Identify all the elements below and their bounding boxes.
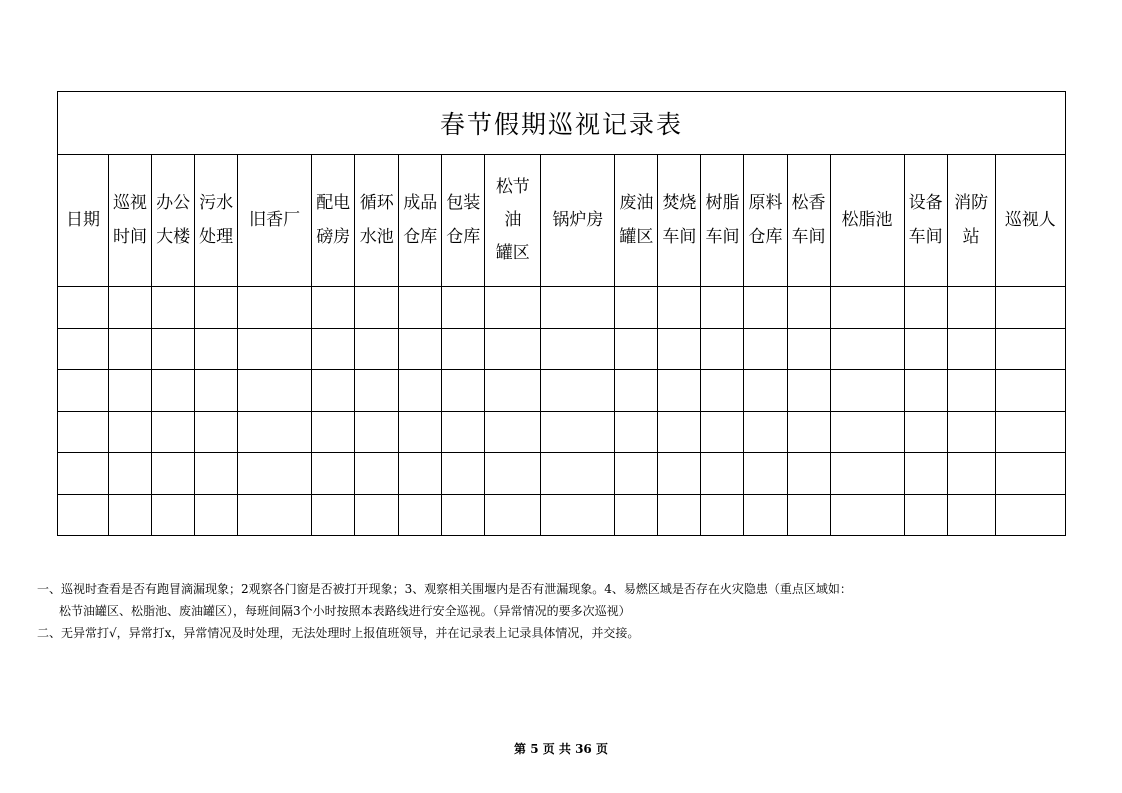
column-header: 污水 处理 — [195, 155, 238, 287]
table-cell[interactable] — [58, 453, 109, 495]
table-cell[interactable] — [312, 494, 355, 536]
table-cell[interactable] — [238, 453, 312, 495]
table-cell[interactable] — [399, 453, 442, 495]
table-cell[interactable] — [152, 328, 195, 370]
table-cell[interactable] — [541, 411, 615, 453]
table-cell[interactable] — [658, 494, 701, 536]
table-cell[interactable] — [904, 287, 947, 329]
table-cell[interactable] — [744, 328, 787, 370]
table-cell[interactable] — [238, 494, 312, 536]
table-cell[interactable] — [238, 411, 312, 453]
table-cell[interactable] — [152, 411, 195, 453]
patrol-record-table — [57, 91, 1066, 536]
table-cell[interactable] — [904, 370, 947, 412]
table-cell[interactable] — [947, 453, 995, 495]
header-row — [58, 155, 1066, 287]
table-cell[interactable] — [58, 370, 109, 412]
table-cell[interactable] — [195, 287, 238, 329]
table-cell[interactable] — [195, 494, 238, 536]
table-cell[interactable] — [58, 287, 109, 329]
column-header: 日期 — [58, 155, 109, 287]
table-cell[interactable] — [312, 411, 355, 453]
table-cell[interactable] — [485, 328, 541, 370]
table-cell[interactable] — [904, 328, 947, 370]
column-header: 消防 站 — [947, 155, 995, 287]
column-header: 设备 车间 — [904, 155, 947, 287]
table-cell[interactable] — [109, 411, 152, 453]
table-cell[interactable] — [312, 453, 355, 495]
table-cell[interactable] — [995, 494, 1065, 536]
table-cell[interactable] — [195, 453, 238, 495]
table-cell[interactable] — [399, 328, 442, 370]
table-cell[interactable] — [541, 370, 615, 412]
table-cell[interactable] — [355, 453, 399, 495]
table-cell[interactable] — [442, 494, 485, 536]
column-header: 配电 磅房 — [312, 155, 355, 287]
table-cell[interactable] — [195, 411, 238, 453]
table-cell[interactable] — [787, 453, 830, 495]
table-cell[interactable] — [442, 370, 485, 412]
table-cell[interactable] — [152, 370, 195, 412]
table-cell[interactable] — [615, 328, 658, 370]
table-cell[interactable] — [787, 328, 830, 370]
table-cell[interactable] — [830, 494, 904, 536]
table-cell[interactable] — [615, 494, 658, 536]
table-cell[interactable] — [355, 370, 399, 412]
table-row — [58, 328, 1066, 370]
column-header: 松脂池 — [830, 155, 904, 287]
note-line-3: 二、无异常打√，异常打x，异常情况及时处理，无法处理时上报值班领导，并在记录表上记录具体情况，并交接。 — [37, 626, 640, 640]
table-cell[interactable] — [658, 328, 701, 370]
table-cell[interactable] — [787, 370, 830, 412]
note-line-2: 松节油罐区、松脂池、废油罐区），每班间隔3个小时按照本表路线进行安全巡视。（异常情况的要多次巡视） — [59, 604, 631, 618]
table-cell[interactable] — [947, 411, 995, 453]
table-cell[interactable] — [904, 411, 947, 453]
table-cell[interactable] — [830, 328, 904, 370]
table-cell[interactable] — [109, 370, 152, 412]
column-header: 巡视人 — [995, 155, 1065, 287]
table-cell[interactable] — [312, 370, 355, 412]
note-line-1: 一、巡视时查看是否有跑冒滴漏现象；2观察各门窗是否被打开现象；3、观察相关围堰内是否有泄漏现象。4、易燃区域是否存在火灾隐患（重点区域如： — [37, 582, 852, 596]
table-cell[interactable] — [58, 328, 109, 370]
table-cell[interactable] — [399, 411, 442, 453]
column-header: 锅炉房 — [541, 155, 615, 287]
table-cell[interactable] — [109, 453, 152, 495]
table-cell[interactable] — [485, 494, 541, 536]
table-cell[interactable] — [58, 411, 109, 453]
table-cell[interactable] — [658, 370, 701, 412]
page-number: 第 5 页 共 36 页 — [514, 742, 608, 756]
table-cell[interactable] — [238, 370, 312, 412]
table-cell[interactable] — [615, 287, 658, 329]
table-row — [58, 411, 1066, 453]
table-cell[interactable] — [152, 287, 195, 329]
table-cell[interactable] — [485, 411, 541, 453]
table-cell[interactable] — [701, 411, 744, 453]
table-cell[interactable] — [830, 411, 904, 453]
table-cell[interactable] — [947, 287, 995, 329]
table-cell[interactable] — [442, 328, 485, 370]
table-cell[interactable] — [658, 287, 701, 329]
table-cell[interactable] — [399, 494, 442, 536]
table-cell[interactable] — [195, 328, 238, 370]
table-cell[interactable] — [541, 328, 615, 370]
column-header: 松节 油 罐区 — [485, 155, 541, 287]
table-cell[interactable] — [58, 494, 109, 536]
column-header: 废油 罐区 — [615, 155, 658, 287]
table-cell[interactable] — [995, 328, 1065, 370]
column-header: 原料 仓库 — [744, 155, 787, 287]
table-cell[interactable] — [399, 370, 442, 412]
table-cell[interactable] — [312, 287, 355, 329]
notes-section — [37, 578, 1077, 644]
table-row — [58, 453, 1066, 495]
column-header: 巡视 时间 — [109, 155, 152, 287]
table-cell[interactable] — [355, 328, 399, 370]
table-cell[interactable] — [485, 453, 541, 495]
column-header: 松香 车间 — [787, 155, 830, 287]
table-cell[interactable] — [787, 287, 830, 329]
table-cell[interactable] — [830, 287, 904, 329]
table-cell[interactable] — [238, 287, 312, 329]
table-cell[interactable] — [787, 411, 830, 453]
column-header: 包装 仓库 — [442, 155, 485, 287]
table-cell[interactable] — [485, 370, 541, 412]
table-cell[interactable] — [995, 287, 1065, 329]
table-row — [58, 287, 1066, 329]
table-row — [58, 370, 1066, 412]
table-cell[interactable] — [238, 328, 312, 370]
table-cell[interactable] — [701, 328, 744, 370]
table-cell[interactable] — [701, 370, 744, 412]
table-cell[interactable] — [744, 411, 787, 453]
table-cell[interactable] — [701, 453, 744, 495]
table-cell[interactable] — [701, 287, 744, 329]
table-cell[interactable] — [995, 370, 1065, 412]
table-cell[interactable] — [109, 328, 152, 370]
table-cell[interactable] — [947, 370, 995, 412]
table-cell[interactable] — [442, 453, 485, 495]
table-cell[interactable] — [541, 287, 615, 329]
column-header: 成品 仓库 — [399, 155, 442, 287]
column-header: 循环 水池 — [355, 155, 399, 287]
table-cell[interactable] — [947, 494, 995, 536]
table-cell[interactable] — [787, 494, 830, 536]
table-cell[interactable] — [541, 453, 615, 495]
table-cell[interactable] — [615, 453, 658, 495]
table-cell[interactable] — [995, 453, 1065, 495]
column-header: 树脂 车间 — [701, 155, 744, 287]
table-cell[interactable] — [904, 494, 947, 536]
table-cell[interactable] — [744, 453, 787, 495]
table-cell[interactable] — [615, 370, 658, 412]
table-cell[interactable] — [355, 494, 399, 536]
table-cell[interactable] — [615, 411, 658, 453]
table-cell[interactable] — [312, 328, 355, 370]
table-cell[interactable] — [658, 453, 701, 495]
table-cell[interactable] — [830, 370, 904, 412]
table-cell[interactable] — [195, 370, 238, 412]
table-cell[interactable] — [744, 370, 787, 412]
column-header: 办公 大楼 — [152, 155, 195, 287]
table-cell[interactable] — [109, 287, 152, 329]
table-cell[interactable] — [399, 287, 442, 329]
table-cell[interactable] — [701, 494, 744, 536]
table-cell[interactable] — [541, 494, 615, 536]
table-cell[interactable] — [109, 494, 152, 536]
table-cell[interactable] — [442, 287, 485, 329]
table-cell[interactable] — [947, 328, 995, 370]
table-cell[interactable] — [355, 287, 399, 329]
table-cell[interactable] — [904, 453, 947, 495]
column-header: 旧香厂 — [238, 155, 312, 287]
table-row — [58, 494, 1066, 536]
table-cell[interactable] — [744, 494, 787, 536]
table-cell[interactable] — [152, 494, 195, 536]
table-title: 春节假期巡视记录表 — [58, 92, 1066, 155]
table-cell[interactable] — [744, 287, 787, 329]
table-cell[interactable] — [658, 411, 701, 453]
table-cell[interactable] — [485, 287, 541, 329]
table-cell[interactable] — [355, 411, 399, 453]
table-cell[interactable] — [830, 453, 904, 495]
table-cell[interactable] — [442, 411, 485, 453]
table-cell[interactable] — [995, 411, 1065, 453]
table-cell[interactable] — [152, 453, 195, 495]
column-header: 焚烧 车间 — [658, 155, 701, 287]
